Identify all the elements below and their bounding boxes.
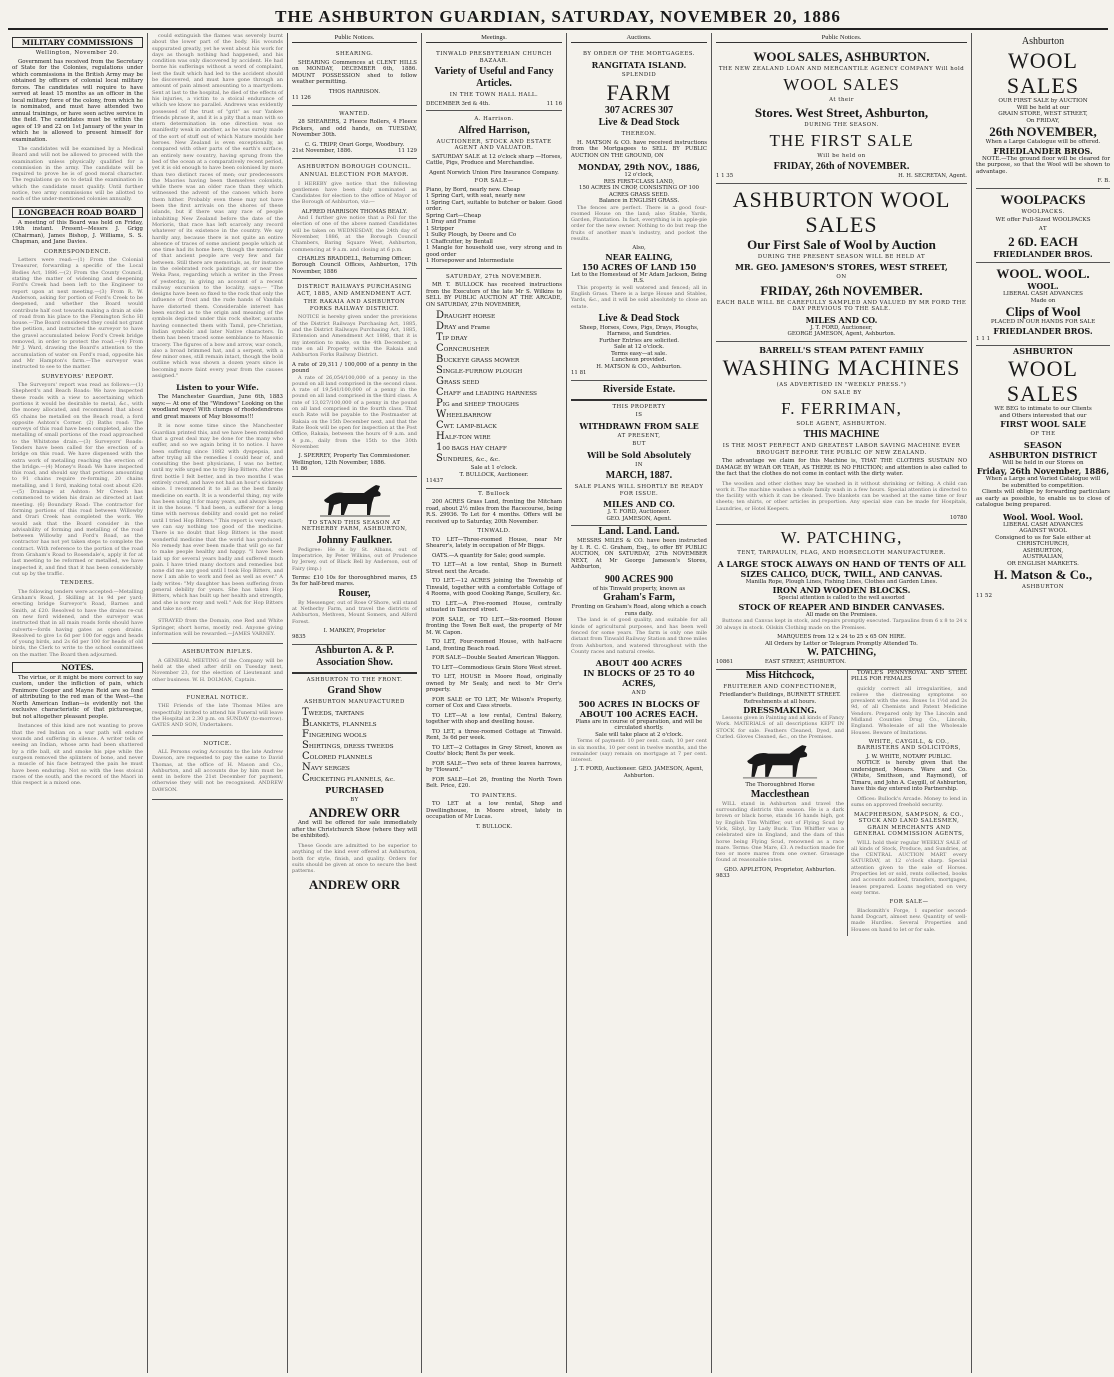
notice-ad: NOTICE. ALL Persons owing Accounts to the late Andrew Dawson, are requested to pay the same to David Thomas, at the office of H. Mason and Co., Ashburton, and all accounts due by him must be sent in before the 21st December for payment, otherwise they will not be recognised. ANDREW DAWSON. (152, 736, 283, 801)
article-filler: Letters were read:—(1) From the Colonial Treasurer, forwarding a specific of the Local Bodies Act, 1886.—(2) From the County Council, stating the matter of widening and deepening Ford's Creek had been left to the Engineer to report upon at next meeting.—(3) From R. W. Anderson, asking for portion of Ford's Creek to be deepened, and whether the Board would contribute half cost towards making a drain at side of road from his place to the Flemington Scho Hl house.—The Board considered they could not grant the petition, and instructed the surveyor to have the gravel accumulated below Ford's Creek bridge removed, in order to protect the road.—(4) From Mr J. Ward, drawing the Board's attention to the accumulation of water on Ford's road, opposite his and Mr Hampton's farm.—The surveyor was instructed to see to the matter. (12, 257, 143, 371)
stallion-ad: TO STAND THIS SEASON AT NETHERBY FARM, ASHBURTON, Johnny Faulkner. Pedigree: He is by St. Albans, out of Imperatrice, by Peter Wilkins, out of Prudence by Jersey, out of Black Bell by Anderson, out of Fairy (imp.) Terms: £10 10s for thoroughbred mares, £5 5s for half-bred mares. Rouser, By Messenger, out of Rose O'Shore, will stand at Netherby Farm, and travel the districts of Ashburton, Methven, Mount Somers, and Alford Forest. I. MARKEY, Proprietor 9835 (292, 477, 417, 645)
show-ad: Ashburton A. & P. Association Show. ASHBURTON TO THE FRONT. Grand Show ASHBURTON MANUFACTURED TWEEDS, TARTANS BLANKETS, FLANNELS FINGERING WOOLS SHIRTINGS, DRESS TWEEDS COLORED FLANNELS NAVY SERGES CRICKETING FLANNELS, &c. PURCHASED BY ANDREW ORR And will be offered for sale immediately after the Christchurch Show (where they will be exhibited). These Goods are admitted to be superior to anything of the kind ever offered at Ashburton, both for style, finish, and quality. Orders for suits should be given at once to secure the best patterns. ANDREW ORR (292, 644, 417, 893)
horse2-name: Rouser, (338, 587, 371, 599)
article-filler: could extinguish the flames was severely burnt about the lower part of the body. His wounds suppurated greatly, yet he went about his work for days as though nothing had happened, and his condition was only discovered by accident. He had borne his sufferings without a word of complaint, lest the fault which had led to the accident should be discovered, and must have gone through an amount of pain almost amounting to a martyrdom. Sent at last to the hospital, he died of the effects of his injuries, a victim to a stoical endurance of which we know no parallel. Andrews was evidently possessed of the trust of "grit" as our Yankee friends phrase it, and it is a pity that a man with so stern determination in one direction was so manifestly weak in another, as he was surely made of the sort of stuff out of which Nature moulds her heroes. New Zealand is even exceptionally, as compared with other parts of the earth's surface, an entirely new country, having sprung from the bed of the ocean at a comparatively recent period, yet it is old enough to have been colonised by more than two distinct races of men; our predecessors the Maories having been themselves colonists, while there was an older race than they which witnessed the advent of the canoes which bore them hither. Probably even these may not have been the first arrivals on the shores of these islands, but if there was any race of people inhabiting New Zealand before the date of the Morioris, that race has left scarcely any record whatever of its existence in the country. We say hardly any, because there is not quite an entire absence of traces of some ancient people which at one time had its home here, though the memorials of that ancient people are very few and far between. Still there are memorials, as, for instance in the celebrated rock paintings at or near the Weka Pass, regarding which a writer in the Press of yesterday, in giving an account of a recent railway excursion to the locality, says:— "The designs have been so fixed to the rock that only the influence of frost and the rude hands of Vandals have distorted them. Considerable interest has been excited as to the origin and meaning of the symbols depicted under this rock shelter, savants having connected them with Tamil, pre-Christian, Indian symbolic and later Native characters. In them has been traced some semblance to Masonic tracery. The figures of a bow and arrow, war conch, also a broad brimmed hat, and a serpent, with a few minor ones, still remain intact, though the bold outline which was shown a dozen years since is becoming more faint every year from the causes assigned." (152, 33, 283, 380)
military-text: Government has received from the Secretary of State for the Colonies, regulations under which commissions in the British Army may be obtained by officers of colonial local military forces. The candidates will require to have served at least 15 months as an officer in the local military force of the colony, from which he is nominated, and must have attended two annual trainings, or have seen active service in the field. The candidates must be within the ages of 19 and 22 on 1st January of the year in which he is allowed to present himself for examination. (12, 58, 143, 143)
council-ad: ASHBURTON BOROUGH COUNCIL. ANNUAL ELECTION FOR MAYOR. I HEREBY give notice that the following gentlemen have been duly nominated as Candidates for election to the office of Mayor of the Borough of Ashburton, viz:— ALFRED HARRISON THOMAS BEALY. And I further give notice that a Poll for the election of one of the above named Candidates will be taken on WEDNESDAY, the 24th day of November, 1886, at the Borough Council Chambers, Baring Square West, Ashburton, commencing at 9 a.m. and closing at 6 p.m. CHARLES BRADDELL, Returning Officer. Borough Council Offices, Ashburton, 17th November, 1886 (292, 159, 417, 280)
column-5 (567, 33, 712, 1373)
tolet-ads: T. Bullock 200 ACRES Grass Land, fronting the Mitcham road, about 2½ miles from the Racecourse, being R.S. 29936. To Let for 4 months. Offers will be received up to Saturday, 20th November. TINWALD. TO LET—Three-roomed House, near Mr Shearer's, lately in occupation of Mr Biggs. OATS.—A quantity for Sale; good sample. TO LET—At a low rental, Shop in Burnett Street next the Arcade. TO LET.—12 ACRES joining the Township of Tinwald, together with a comfortable Cottage of 4 Rooms, with good Cooking Range, Scullery, &c. TO LET.—A Five-roomed House, centrally situated in Tancred street. FOR SALE, or TO LET.—Six-roomed House fronting the Town Belt east, the property of Mr M. W. Capon. TO LET, Four-roomed House, with half-acre Land, fronting Beach road. FOR SALE—Double Seated American Waggon. TO LET—Commodious Grain Store West street. TO LET, HOUSE in Moore Road, originally owned by Mr Sealy, and next to Mr Orr's property. FOR SALE or TO LET, Mr Wilson's Property, corner of Cox and Cass streets. TO LET—At a low rental, Central Bakery, together with shop and dwelling house. TO LET, a three-roomed Cottage at Tinwald. Rent, 3s 6d per week. TO LET—2 Cottages in Grey Street, known as Coutts' block; Rent 5s per week. FOR SALE—Two sets of three leaves harrows, by "Howard." FOR SALE—Lot 26, fronting the North Town Belt. Price, £20. TO PAINTERS. TO LET at a low rental, Shop and Dwellinghouse, in Moore street, lately in occupation of Mr Lucas. T. BULLOCK. (426, 490, 562, 830)
tenders-heading: TENDERS. (60, 580, 95, 587)
riverside-ad: Riverside Estate. THIS PROPERTY IS WITHDRAWN FROM SALE AT PRESENT, BUT Will be Sold Absolutely IN MARCH, 1887. SALE PLANS WILL SHORTLY BE READY FOR ISSUE. MILES AND CO. J. T. FORD, Auctioneer. GEO. JAMESON, Agent. (571, 381, 707, 527)
andrew-orr: ANDREW ORR (308, 805, 401, 821)
military-title: MILITARY COMMISSIONS (12, 37, 143, 48)
rangitata-ad: BY ORDER OF THE MORTGAGEES. RANGITATA ISLAND. SPLENDID FARM 307 ACRES 307 Live & Dead Stock THEREON. H. MATSON & CO. have received instructions from the Mortgagees to SELL BY PUBLIC AUCTION ON THE GROUND, ON MONDAY, 29th NOV., 1886, 12 o'clock, RES FIRST-CLASS LAND, 150 ACRES IN CROP, CONSISTING OF 100 ACRES GRASS SEED. Balance in ENGLISH GRASS. The fences are perfect. There is a good four-roomed House on the land; also Stable, Yards, Garden, Plantation. In fact, everything is in apple-pie order for the new owner. Nothing to do but reap the fruits of another man's industry, and pocket the results. Also, NEAR EALING, 150 ACRES OF LAND 150 Let to the Homestead of Mr Adam Jackson, Being R.S. This property is well watered and fenced; all in English Grass. There is a large House and Stables, Yards, &c., and it will be sold absolutely to close an estate. Live & Dead Stock Sheep, Horses, Cows, Pigs, Drays, Ploughs, Harness, and Sundries. Further Entries are solicited. Sale at 12 o'clock. Terms easy—at sale. Luncheon provided. H. MATSON & CO., Ashburton. 11 81 (571, 46, 707, 381)
column-1 (8, 33, 148, 1373)
bullock-ad: SATURDAY, 27th NOVEMBER. MR T. BULLOCK has received instructions from the Executors of the late Mr S. Wilkins to SELL BY PUBLIC AUCTION AT THE ARCADE, ON SATURDAY, 27th NOVEMBER, DRAUGHT HORSE DRAY and Frame TIP DRAY CORNCRUSHER BUCKEYE GRASS MOWER SINGLE-FURROW PLOUGH GRASS SEED CHAFF and LEADING HARNESS PIG and SHEEP TROUGHS WHEELBARROW CWT. LAMP-BLACK HALF-TON WIRE 100 BAGS HAY CHAFF SUNDRIES, &c., &c. Sale at 1 o'clock. T. BULLOCK, Auctioneer. 11437 (426, 269, 562, 489)
surveyors-heading: SURVEYORS' REPORT. (41, 373, 114, 380)
patching-ad: W. PATCHING, TENT, TARPAULIN, FLAG, AND HORSECLOTH MANUFACTURER. A LARGE STOCK ALWAYS ON HAND OF TENTS OF ALL SIZES CALICO, DUCK, TWILL, AND CANVAS. Manilla Rope, Plough Lines, Fishing Lines, Clothes and Garden Lines. IRON AND WOODEN BLOCKS. Special attention is called to the well assorted STOCK OF REAPER AND BINDER CANVASES. All made on the Premises. Buttons and Canvas kept in stock, and repairs promptly executed. Tarpaulins from 6 x 8 to 24 x 30 always in stock. Oilskin Clothing made on the Premises. MARQUEES from 12 x 24 to 25 x 65 ON HIRE. All Orders by Letter or Telegram Promptly Attended To. W. PATCHING, 10861 EAST STREET, ASHBURTON. (716, 525, 967, 669)
matson-wool-sales-ad: ASHBURTON WOOL SALES WE BEG to intimate to our Clients and Others interested that our FIRST WOOL SALE OF THE SEASON ASHBURTON DISTRICT Will be held in our Stores on Friday, 26th November, 1886, When a Large and Varied Catalogue will be submitted to competition. Clients will oblige by forwarding particulars as early as possible, to enable us to close of catalogue being prepared. Wool. Wool. Wool. LIBERAL CASH ADVANCES AGAINST WOOL Consigned to us for Sale either at CHRISTCHURCH, ASHBURTON, AUSTRALIAN, OR ENGLISH MARKETS. H. Matson & Co., ASHBURTON 11 52 (976, 346, 1110, 599)
horse-illustration (320, 483, 390, 517)
notes-title: NOTES. (12, 662, 143, 673)
hitchcock-column: Miss Hitchcock, FRUITERER AND CONFECTIONER, Friedlander's Buildings, BURNETT STREET. Refreshments at all hours. DRESSMAKING. Lessons given in Painting and all kinds of Fancy Work. MATERIALS of all descriptions KEPT IN STOCK for sale. Feathers Cleaned, Dyed, and Curled. Gloves Cleaned, &c., on the Premises. The Thoroughbred Horse Macclesthean WILL stand in Ashburton and travel the surrounding districts this season. He is a dark brown or black horse, stands 16 hands high, got by English Tim Whiffler, out of Flying Scud by Vick, Sibyl, by Lady Buck. Tim Whiffler was a celebrated sire in England, and the dam of this horse being Flying Scud, renowned as a race mare. Terms: One Mare, £3. A reduction made for two or more mares from one owner. Grassage found at reasonable rates. GEO. APPLETON, Proprietor, Ashburton. 9833 (716, 670, 848, 936)
column-2 (148, 33, 288, 1373)
goods-list: TWEEDS, TARTANS BLANKETS, FLANNELS FINGERING WOOLS SHIRTINGS, DRESS TWEEDS COLORED FLANNELS NAVY SERGES CRICKETING FLANNELS, &c. (302, 706, 395, 784)
column-7 (972, 33, 1114, 1373)
funeral-ad: FUNERAL NOTICE. THE Friends of the late Thomas Miles are respectfully invited to attend his Funeral will leave the Hospital at 2.30 p.m. on SUNDAY (to-morrow). GATES AND SON, Undertakers. (152, 690, 283, 736)
longbeach-title: LONGBEACH ROAD BOARD (12, 207, 143, 218)
ashburton-wool-sales-ad: ASHBURTON WOOL SALES Our First Sale of Wool by Auction DURING THE PRESENT SEASON WILL BE HELD AT MR. GEO. JAMESON'S STORES, WEST STREET, ON FRIDAY, 26th NOVEMBER. EACH BALE WILL BE CAREFULLY SAMPLED AND VALUED BY MR FORD THE DAY PREVIOUS TO THE SALE. MILES AND CO. J. T. FORD, Auctioneer, GEORGE JAMESON, Agent, Ashburton. (716, 184, 967, 342)
column-3-header: Public Notices. (292, 33, 417, 43)
harrison-ad: A. Harrison. Alfred Harrison, AUCTIONEER, STOCK AND ESTATE AGENT AND VALUATOR. SATURDAY SALE at 12 o'clock sharp —Horses, Cattle, Pigs, Produce and Merchandise. Agent Norwich Union Fire Insurance Company. FOR SALE— Piano, by Bord, nearly new. Cheap 1 Spring Cart, with seat, nearly new 1 Spring Cart, suitable to butcher or baker. Good order. Spring Cart—Cheap 1 Dray and Frame 1 Stripper 1 Sulky Plough, by Deere and Co 1 Chaffcutter, by Bentall 1 Mangle for household use, very strong and in good order 1 Horsepower and Intermediate (426, 111, 562, 269)
shearing-ad: SHEARING. SHEARING Commences at CLENT HILLS on MONDAY, DECEMBER 6th, 1886. MOUNT POSSESSION shed to follow weather permitting. THOS HARRISON. 11 126 (292, 46, 417, 106)
wool-advances-ad: WOOL. WOOL. WOOL. LIBERAL CASH ADVANCES Made on Clips of Wool PLACED IN OUR HANDS FOR SALE FRIEDLANDER BROS. 1 1 1 (976, 263, 1110, 346)
columns (8, 33, 1108, 1373)
military-dateline: Wellington, November 20. (35, 50, 120, 56)
col6-bottom-split (716, 670, 967, 936)
article-filler: The following tenders were accepted:—Metalling Graham's Road, J. Skilling at 1s 9d per yard; erecting bridge Surveyor's Road, Barnes and Smith, at £20. Resolved to have the drains re-cut on new ford widened, and the surveyor was instructed that in all main roads fords should have culverts—fords having gates as open drains. Resolved to give 1s 6d per 100 for eggs and heads of young birds, and 2s 6d per 100 for heads of old birds, the Clerk to write to the school committees on the matter. The Board then adjourned. (12, 588, 144, 658)
masthead: THE ASHBURTON GUARDIAN, SATURDAY, NOVEMBER 20, 1886 (8, 6, 1108, 30)
straying-ad: STRAYED from the Domain, one Red and White Springer, short horns, mostly red. Anyone giving information will be rewarded.—JAMES VARNEY. (152, 615, 283, 644)
article-filler: The candidates will be examined by a Medical Board and will not be allowed to proceed with the examination unless physically qualified for a commission in the army. The candidate will be required to prove he is of good moral character. The regulations go on to detail the examination in which the candidate must qualify. Until further notice, two army commissions will be allotted to each of the under-mentioned colonies annually. (12, 146, 143, 203)
column-3 (288, 33, 422, 1373)
column-6-header: Public Notices. (716, 33, 967, 43)
horse-illustration (742, 743, 818, 779)
article-filler: It is now some time since the Manchester Guardian printed this, and we have been reminded that a great deal may be done for the many who suffer, and so we again bring it to notice. I have been suffering since 1882 with dyspepsia, and after trying all the remedies I could hear of, and consulting the best physicians, I was no better, until my wife urged me to try Hop Bitters. After the first bottle I felt better, and in two months I was entirely cured, and have not had an hour's sickness since. I recommend it to all as the best family medicine on earth. It is a wonderful thing, my wife has been using it for many years, and always keeps it in the house. "I had been, a sufferer for a long time with nervous debility and could get no relief until I tried Hop Bitters." This report is very exact; we can say nothing too good of the medicine. There is no doubt that Hop Bitters is the most wonderful medicine that the world has produced. No remedy has ever been made that will go so far to make people healthy and happy. "I have been laid up for several years badly and suffered much pain. I have tried many doctors and remedies but none did me any good until I took Hop Bitters, and now I am able to work and feel as well as ever." A lady writes: "My daughter has been suffering from general debility for years. She has taken Hop Bitters, which has built up her health and strength, and she is now rosy and well." Ask for Hop Bitters and take no other. (152, 423, 283, 612)
nz-wool-sales-ad: WOOL SALES, ASHBURTON. THE NEW ZEALAND LOAN AND MERCANTILE AGENCY COMPANY Will hold WOOL SALES At their Stores. West Street, Ashburton, DURING THE SEASON. THE FIRST SALE Will be held on FRIDAY, 26th of NOVEMBER. 1 1 35 H. H. SECRETAN, Agent. (716, 46, 967, 184)
rifles-ad: ASHBURTON RIFLES. A GENERAL MEETING of the Company will be held at the shed after drill on Tuesday next, November 23, for the election of Lieutenant and other business. W. H. DOLMAN, Captain. (152, 644, 283, 690)
column-4-header: Meetings. (426, 33, 562, 43)
woolpacks-ad: WOOLPACKS WOOLPACKS. WE offer Full-Sized WOOLPACKS AT 2 6D. EACH FRIEDLANDER BROS. (976, 189, 1110, 264)
friedlander-wool-sales-ad: Ashburton WOOL SALES OUR FIRST SALE by AUCTION Will be held at our GRAIN STORE, WEST STREET, On FRIDAY, 26th NOVEMBER, When a Large Catalogue will be offered. FRIEDLANDER BROS. NOTE.—The ground floor will be cleared for the purpose, so that the Wool will be shown to advantage. F. B. (976, 33, 1110, 189)
washing-machines-ad: BARRELL'S STEAM PATENT FAMILY WASHING MACHINES (AS ADVERTISED IN "WEEKLY PRESS.") ON SALE BY F. FERRIMAN, SOLE AGENT, ASHBURTON. THIS MACHINE IS THE MOST PERFECT AND GREATEST LABOR SAVING MACHINE EVER BROUGHT BEFORE THE PUBLIC OF NEW ZEALAND. The advantage we claim for this Machine is, THAT THE CLOTHES SUSTAIN NO DAMAGE BY WEAR OR TEAR, AS THERE IS NO FRICTION; and attention is also called to the fact that the clothes do not come in contact with the dirty water. The woollen and other clothes may be washed in it without shrinking or felting. A child can work it. The machine washes a whole family wash in a few hours. Special attention is directed to the facility with which it can be cleaned. Two blankets can be washed at the same time or four sheets; ten shirts, or other articles in proportion. Any special size can be made for Hospitals, Laundries, or Hotel Keepers. 10780 (716, 342, 967, 526)
notes-text: The virtue, or it might be more correct to say custom, under the infliction of pain, which Fenimore Cooper and Mayne Reid are so fond of attributing to the red man of the West—the North American Indian—is evidently not the exclusive characteristic of that picturesque, but not altogether pleasant people. (12, 674, 143, 720)
listen-title: Listen to your Wife. (176, 383, 259, 393)
column-6 (712, 33, 972, 1373)
column-4 (422, 33, 567, 1373)
longbeach-text: A meeting of this Board was held on Friday, 19th instant. Present—Messrs J. Grigg (Chairman), James Bishop, J. Williams, S. S. Chapman, and Jane Davies. (12, 219, 143, 246)
railway-ad: DISTRICT RAILWAYS PURCHASING ACT, 1885, AND AMENDMENT ACT. THE RAKAIA AND ASHBURTON FORKS RAILWAY DISTRICT. NOTICE is hereby given under the provisions of the District Railways Purchasing Act, 1885, and the District Railways Purchasing Act, 1885, Extension and Amendment Act 1886, that it is my intention to make, on the 4th December, a rate on all Property within the Rakaia and Ashburton Forks Railway District. A rate of 29,311 / 100,000 of a penny in the pound A rate of 26,054/100,000 of a penny in the pound on all land comprised in the second class. A rate of 19,541/100,000 of a penny in the pound on all land comprised in the third class. A rate of 13,027/100,000 of a penny in the pound on all land comprised in the fourth class. That such Rate will be payable to the Postmaster at Rakaia on the 15th December next, and that the Rate Book will be open for inspection at the Post Office, Rakaia, between the hours of 9 a.m. and 4 p.m., daily from the 15th to the 30th November. J. SPERREY, Property Tax Commissioner. Wellington, 12th November, 1886. 11 86 (292, 279, 417, 476)
land-ad: Land. Land. Land. MESSRS MILES & CO. have been instructed by I. R. C. C. Graham, Esq., to offer BY PUBLIC AUCTION, ON SATURDAY, 27th NOVEMBER NEXT, At Mr George Jameson's Stores, Ashburton, 900 ACRES 900 of his Tinwald property, known as Graham's Farm, Fronting on Graham's Road, along which a coach runs daily. The land is of good quality, and suitable for all kinds of agricultural purposes, and has been well fenced for some years. The farm is only one mile distant from Tinwald Railway Station and three miles from Ashburton, and watered throughout with the County races and natural creeks. ABOUT 400 ACRES IN BLOCKS OF 25 TO 40 ACRES, AND 500 ACRES IN BLOCKS OF ABOUT 100 ACRES EACH. Plans are in course of preparation, and will be circulated shortly. Sale will take place at 2 o'clock. Terms of payment: 10 per cent. cash, 10 per cent in six months, 10 per cent in twelve months, and the remainder (say) remain on mortgage at 7 per cent. interest. J. T. FORD, Auctioneer. GEO. JAMESON, Agent, Ashburton. (571, 526, 707, 779)
article-filler: The Surveyors' report was read as follows:—(1) Shepherd's and Beach Roads: We have inspected these roads with a view to ascertaining which portions it would be desirable to metal, &c., with the money allocated, and recommend that about 65 chains be metalled on the Beach road, a ford opposite Ashton's Corner. (2) Baths road: The surveys of this road have been completed, also the metalling of small portions of the road approached to the Whitstone drain.—(3) Surveyors' Roads: Tenders have been called for the erection of a bridge on this road. We have dispensed with the extra work of metalling reaching the erection of the bridge.—(4) Money's Road: We have inspected this road, and should say that portions amounting to 91 chains require re-forming, 20 chains metalling, and 1 ford, making total cost about £20.—(5) Drainage at Ashton: Mr Creech has commenced to widen his drain as directed at last meeting. (6) Boundary Road: The contractor for forming portions of this road between Willowby and Orari Creek has completed the work. We would ask that the Board consider in the advisability of forming and metalling of the road between Willowby and Ford's Road, as the contractor has not yet taken steps to complete the contract. With reference to the portion of the road from Graham's Road to Rosendale's, apply it for at last meeting to be reformed or metalled, we have inspected it, and find that it has been considerably cut up by the traffic. (12, 382, 143, 577)
towle-column: TOWLE'S PENNYROYAL AND STEEL PILLS FOR FEMALES quickly correct all irregularities, and relieve the distressing symptoms so prevalent with the sex. Boxes 1s 1½d and 2s 9d, of all Chemists and Patent Medicine Vendors. Prepared only by The Lincoln and Midland Counties Drug Co., Lincoln, England. Wholesale of all the Wholesale Houses. Beware of Imitations. WHITE, CAYGILL, & CO., BARRISTERS AND SOLICITORS, J. W. WHITE, NOTARY PUBLIC. NOTICE is hereby given that the undersigned, Messrs. Ware and Co. (White, Smithson, and Raymond), of Timaru, and John A. Caygill, of Ashburton, have this day entered into Partnership. Offices: Bullock's Arcade. Money to lend in sums on approved freehold security. MACPHERSON, SAMPSON, & CO., STOCK AND LAND SALESMEN, GRAIN MERCHANTS AND GENERAL COMMISSION AGENTS, WILL hold their regular WEEKLY SALE of all kinds of Stock, Produce, and Sundries, at the CENTRAL AUCTION MART every SATURDAY, at 12 o'clock sharp. Special attention given to the sale of Horses. Properties let or sold, rents collected, books and accounts audited, transfers, mortgages, leases prepared. Loans negotiated on very easy terms. FOR SALE— Blacksmith's Forge, 1 superior second-hand Dogcart, almost new. Quantity of well-made Hurdles. Several Properties and Houses on hand to let or for sale. (851, 669, 967, 933)
column-5-header: Auctions. (571, 33, 707, 43)
correspondence-heading: CORRESPONDENCE. (43, 248, 112, 255)
horse1-name: Johnny Faulkner. (316, 534, 393, 546)
wanted-ad: WANTED. 28 SHEARERS, 2 Fleece Rollers, 4 Fleece Pickers, and odd hands, on TUESDAY, November 30th. C. G. TRIPP, Orari Gorge, Woodbury. 21st November, 1886. 11 129 (292, 106, 417, 159)
listen-text: The Manchester Guardian, June 6th, 1883 says:— At one of the "Windows" Looking on the woodland ways! With clumps of rhododendrons and great masses of May blossoms!!! (152, 394, 283, 420)
article-filler: Instances of this kind are not wanting to prove that the red Indian on a war path will endure wounds and suffering in silence. A writer tells of seeing an Indian, whose arm had been shattered by a rifle ball, sit and smoke his pipe while the surgeon removed the splinters of bone, and never a muscle of his face betrayed the pain he must have been enduring. Not so with the less stoical races of the south, and the record of the Maori in this respect is a mixed one. (12, 723, 143, 787)
bazaar-ad: TINWALD PRESBYTERIAN CHURCH BAZAAR. Variety of Useful and Fancy Articles. IN THE TOWN HALL HALL. DECEMBER 3rd & 4th. 11 16 (426, 46, 562, 111)
